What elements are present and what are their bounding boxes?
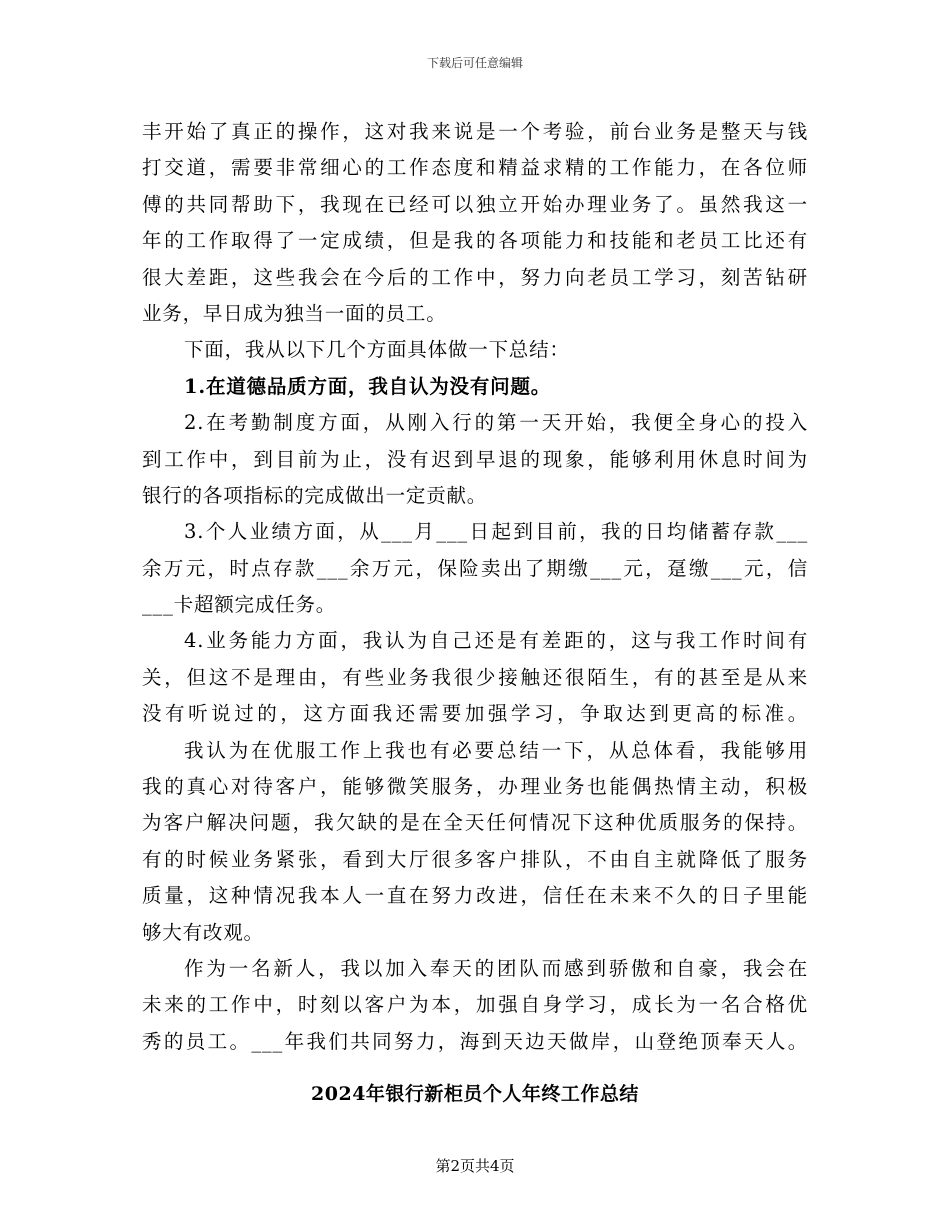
- text-line: 打交道，需要非常细心的工作态度和精益求精的工作能力，在各位师: [142, 156, 808, 180]
- text-line: 3.个人业绩方面，从___月___日起到目前，我的日均储蓄存款___: [184, 520, 808, 544]
- text-line: 丰开始了真正的操作，这对我来说是一个考验，前台业务是整天与钱: [142, 120, 808, 143]
- text-line: 作为一名新人，我以加入奉天的团队而感到骄傲和自豪，我会在: [184, 956, 808, 980]
- text-line: 我认为在优服工作上我也有必要总结一下，从总体看，我能够用: [184, 738, 808, 762]
- text-line: 未来的工作中，时刻以客户为本，加强自身学习，成长为一名合格优: [142, 993, 808, 1017]
- text-line: 质量，这种情况我本人一直在努力改进，信任在未来不久的日子里能: [142, 884, 808, 908]
- text-line: 秀的员工。___年我们共同努力，海到天边天做岸，山登绝顶奉天人。: [142, 1029, 808, 1053]
- text-line: 够大有改观。: [142, 920, 264, 944]
- text-line: 下面，我从以下几个方面具体做一下总结：: [184, 338, 570, 362]
- text-line: 到工作中，到目前为止，没有迟到早退的现象，能够利用休息时间为: [142, 447, 808, 471]
- text-line: 银行的各项指标的完成做出一定贡献。: [142, 483, 488, 507]
- text-line: 年的工作取得了一定成绩，但是我的各项能力和技能和老员工比还有: [142, 229, 808, 253]
- text-line: 有的时候业务紧张，看到大厅很多客户排队，不由自主就降低了服务: [142, 847, 808, 871]
- text-line: 很大差距，这些我会在今后的工作中，努力向老员工学习，刻苦钻研: [142, 265, 808, 289]
- text-line: 4.业务能力方面，我认为自己还是有差距的，这与我工作时间有: [184, 629, 808, 653]
- text-line-bold: 1.在道德品质方面，我自认为没有问题。: [184, 374, 552, 398]
- text-line: 余万元，时点存款___余万元，保险卖出了期缴___元，趸缴___元，信: [142, 556, 808, 580]
- text-line: 没有听说过的，这方面我还需要加强学习，争取达到更高的标准。: [142, 702, 808, 726]
- page-footer: 第2页共4页: [435, 1157, 515, 1175]
- document-body: [142, 114, 808, 1060]
- text-line: 傅的共同帮助下，我现在已经可以独立开始办理业务了。虽然我这一: [142, 192, 808, 216]
- text-line: 我的真心对待客户，能够微笑服务，办理业务也能偶热情主动，积极: [142, 775, 808, 799]
- text-line: 关，但这不是理由，有些业务我很少接触还很陌生，有的甚至是从来: [142, 665, 808, 689]
- section-title: 2024年银行新柜员个人年终工作总结: [311, 1083, 639, 1105]
- text-line: 2.在考勤制度方面，从刚入行的第一天开始，我便全身心的投入: [184, 411, 808, 435]
- text-line: 为客户解决问题，我欠缺的是在全天任何情况下这种优质服务的保持。: [142, 811, 808, 835]
- page-header: 下载后可任意编辑: [426, 56, 523, 70]
- text-line: ___卡超额完成任务。: [142, 593, 337, 617]
- text-line: 业务，早日成为独当一面的员工。: [142, 301, 447, 325]
